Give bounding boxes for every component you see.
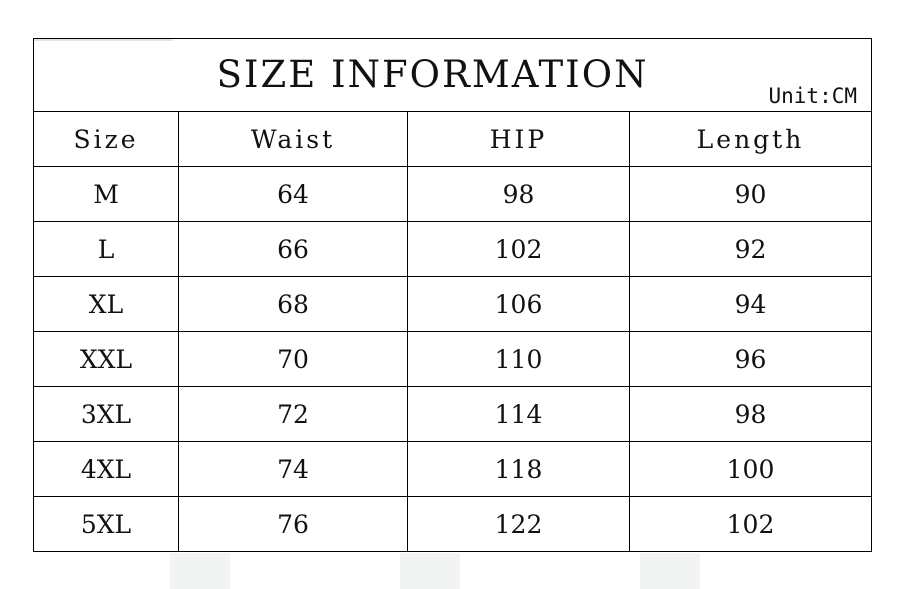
cell-hip: 106 xyxy=(408,277,630,332)
cell-waist: 74 xyxy=(179,442,408,497)
cell-waist: 64 xyxy=(179,167,408,222)
cell-hip: 114 xyxy=(408,387,630,442)
cell-length: 96 xyxy=(630,332,872,387)
cell-size: 4XL xyxy=(34,442,179,497)
cell-length: 100 xyxy=(630,442,872,497)
column-header-length: Length xyxy=(630,112,872,167)
table-header-row xyxy=(34,112,872,167)
cell-waist: 66 xyxy=(179,222,408,277)
background-artifact-2 xyxy=(400,553,460,589)
cell-hip: 118 xyxy=(408,442,630,497)
cell-waist: 72 xyxy=(179,387,408,442)
table-row xyxy=(34,277,872,332)
cell-hip: 122 xyxy=(408,497,630,552)
cell-length: 98 xyxy=(630,387,872,442)
cell-length: 102 xyxy=(630,497,872,552)
page-title: SIZE INFORMATION xyxy=(216,53,649,96)
table-row xyxy=(34,222,872,277)
table-row xyxy=(34,332,872,387)
cell-hip: 102 xyxy=(408,222,630,277)
background-artifact-3 xyxy=(640,553,700,589)
cell-hip: 110 xyxy=(408,332,630,387)
table-row xyxy=(34,497,872,552)
cell-hip: 98 xyxy=(408,167,630,222)
size-table-container xyxy=(33,38,871,552)
cell-size: L xyxy=(34,222,179,277)
column-header-waist: Waist xyxy=(179,112,408,167)
cell-size: 5XL xyxy=(34,497,179,552)
cell-size: XXL xyxy=(34,332,179,387)
table-row xyxy=(34,167,872,222)
table-title-cell xyxy=(34,39,872,112)
table-row xyxy=(34,442,872,497)
unit-label: Unit:CM xyxy=(768,84,858,108)
table-title-row xyxy=(34,39,872,112)
cell-length: 90 xyxy=(630,167,872,222)
column-header-hip: HIP xyxy=(408,112,630,167)
background-artifact-1 xyxy=(170,553,230,589)
cell-size: 3XL xyxy=(34,387,179,442)
column-header-size: Size xyxy=(34,112,179,167)
cell-waist: 68 xyxy=(179,277,408,332)
cell-length: 94 xyxy=(630,277,872,332)
cell-size: XL xyxy=(34,277,179,332)
cell-size: M xyxy=(34,167,179,222)
table-row xyxy=(34,387,872,442)
cell-waist: 70 xyxy=(179,332,408,387)
size-information-table xyxy=(33,38,872,552)
cell-length: 92 xyxy=(630,222,872,277)
cell-waist: 76 xyxy=(179,497,408,552)
